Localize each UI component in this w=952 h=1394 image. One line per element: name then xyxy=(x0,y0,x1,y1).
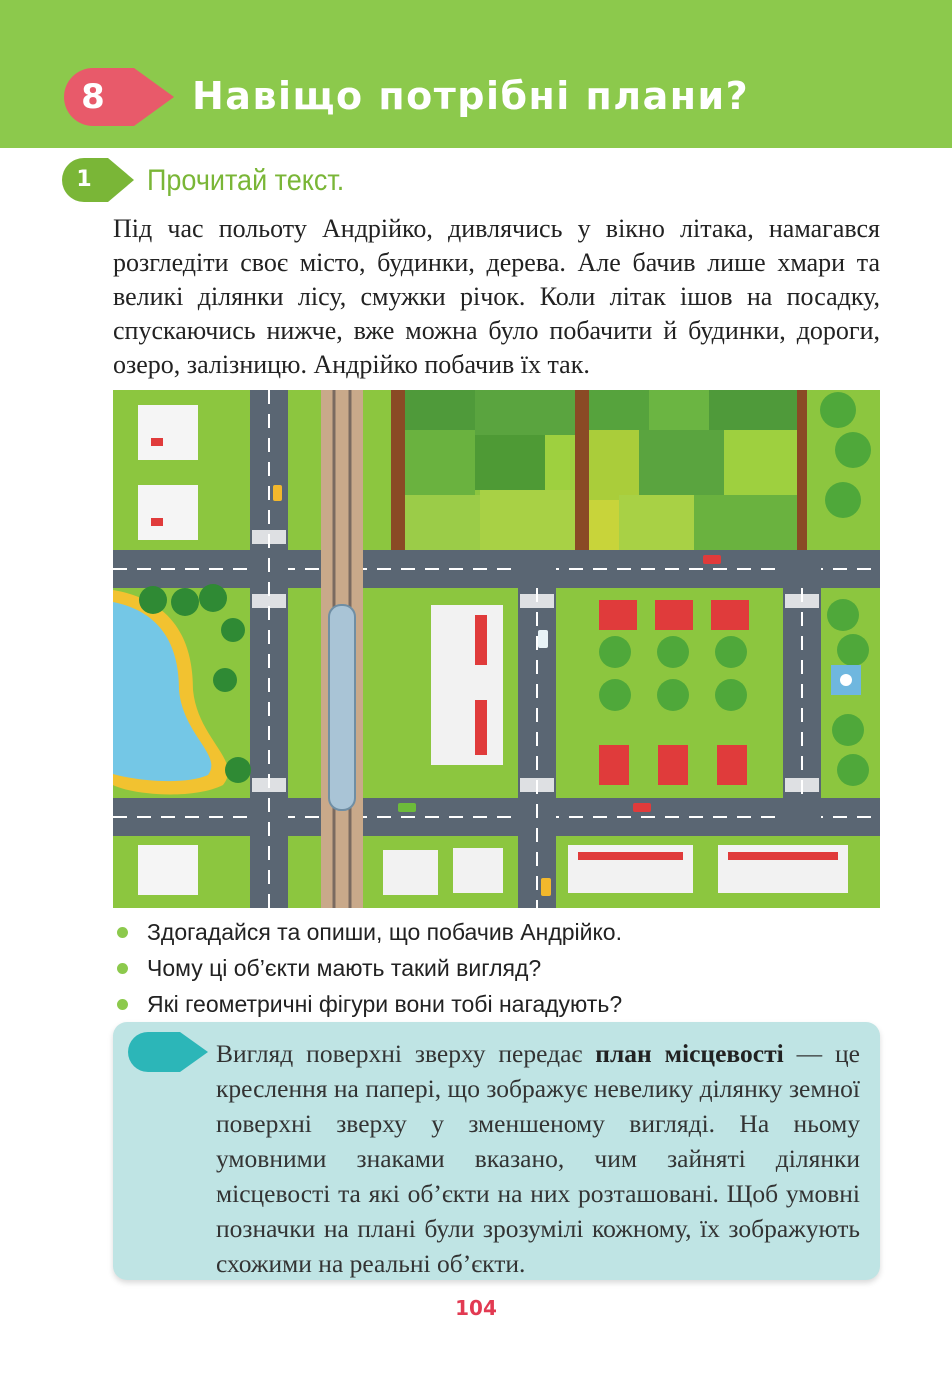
question-text: Чому ці об’єкти мають такий вигляд? xyxy=(147,955,542,981)
fields xyxy=(391,390,807,550)
task-title: Прочитай текст. xyxy=(147,164,345,197)
question-item xyxy=(113,986,880,1022)
city-aerial-view-illustration xyxy=(113,390,880,908)
question-text: Які геометричні фігури вони тобі нагадують? xyxy=(147,991,623,1017)
info-marker-icon xyxy=(128,1032,208,1072)
info-text xyxy=(216,1036,860,1281)
info-text-start: Вигляд поверхні зверху передає xyxy=(216,1039,596,1068)
question-item xyxy=(113,950,880,986)
question-item xyxy=(113,914,880,950)
question-text: Здогадайся та опиши, що побачив Андрійко. xyxy=(147,919,622,945)
questions-list xyxy=(113,914,880,1022)
bullet-icon xyxy=(117,963,128,974)
page-number: 104 xyxy=(455,1296,497,1320)
bullet-icon xyxy=(117,927,128,938)
lesson-number: 8 xyxy=(81,77,105,117)
info-term: план місцевості xyxy=(595,1039,784,1068)
lesson-title: Навіщо потрібні плани? xyxy=(192,74,750,118)
story-paragraph: Під час польоту Андрійко, дивлячись у вікно літака, намагався розгледіти своє місто, будинки, дерева. Але бачив лише хмари та великі ділянки лісу, смужки річок. Коли літак ішов на посадку, спускаючись нижче, вже можна було побачити й будинки, дороги, озеро, залізницю. Андрійко побачив їх так. xyxy=(113,214,880,379)
info-text-end: — це креслення на папері, що зображує невелику ділянку земної поверхні зверху у зменшеному вигляді. На ньому умовними знаками вказано, чим зайняті ділянки місцевості та які об’єкти на них розташовані. Щоб умовні позначки на плані були зрозумілі кожному, їх зображують схожими на реальні об’єкти. xyxy=(216,1039,860,1278)
bullet-icon xyxy=(117,999,128,1010)
task-number: 1 xyxy=(76,167,92,192)
